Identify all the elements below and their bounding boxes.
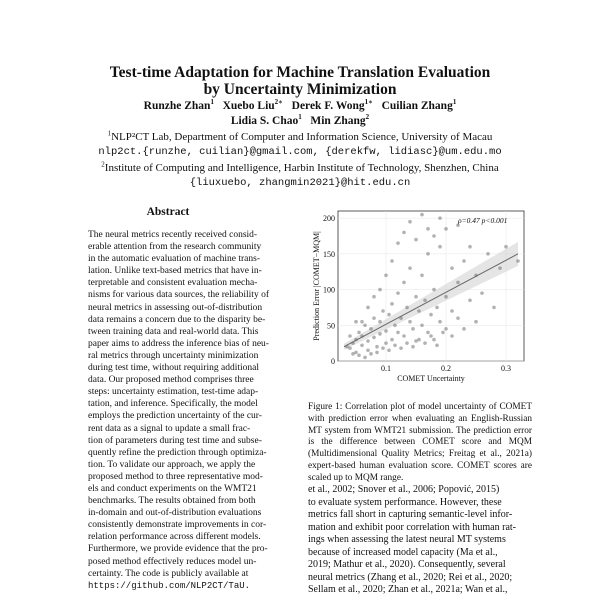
abstract-line: tion. To validate our approach, we apply the [88,459,256,470]
abstract-line: during test time, without requiring additional [88,363,259,374]
y-tick-labels [323,214,335,366]
y-axis-label: Prediction Error |COMET−MQM| [312,231,321,341]
scatter-point [384,341,388,345]
scatter-chart [310,205,530,385]
abstract-line: erable attention from the research community [88,242,262,253]
abstract-line: els and conduct experiments on the WMT21 [88,483,257,494]
paper-title [60,64,540,98]
author-sup: 2 [365,113,370,122]
body-line: because of increased model capacity (Ma et al., [308,546,498,558]
abstract-line: The neural metrics recently received consid- [88,230,258,240]
abstract-line: certainty. The code is publicly available at [88,568,249,579]
scatter-point [405,306,409,310]
affiliation-sup: 2 [101,160,105,169]
scatter-point [396,291,400,295]
author-list-line-1 [60,100,540,112]
scatter-point [402,231,406,235]
scatter-point [411,345,415,349]
scatter-point [363,356,367,360]
scatter-point [405,341,409,345]
scatter-point [366,339,370,343]
scatter-point [402,281,406,285]
y-tick-label: 50 [327,321,335,331]
abstract-line: relation performance across different models. [88,532,261,543]
body-line: ings when assessing the latest neural MT systems [308,534,506,545]
abstract-line: tion of parameters during test time and subse- [88,435,262,446]
abstract-line: steps: uncertainty estimation, test-time adap- [88,387,259,398]
scatter-point [498,266,502,270]
x-tick-label: 0.2 [441,364,451,373]
scatter-point [366,306,370,310]
scatter-point [375,351,379,355]
scatter-point [444,295,448,299]
abstract-line: in the automatic evaluation of machine trans- [88,254,260,265]
scatter-point [417,309,421,313]
correlation-annotation: ρ=0.47 p<0.001 [458,216,508,225]
scatter-point [456,281,460,285]
abstract-heading: Abstract [146,206,190,218]
scatter-point [450,266,454,270]
scatter-point [438,320,442,324]
scatter-point [438,216,442,220]
scatter-point [360,320,364,324]
body-line: et al., 2002; Snover et al., 2006; Popović, 2015) [308,484,500,495]
author-list-line-2 [60,115,540,127]
affiliation-sup: 1 [107,129,112,138]
scatter-point [378,332,382,336]
author-name: Cuilian Zhang [381,100,453,112]
scatter-point [360,343,364,347]
scatter-point [432,338,436,342]
scatter-point [378,288,382,292]
body-line: metrics fall short in capturing semantic-level infor- [308,509,513,520]
scatter-point [411,327,415,331]
author-sup: 1 [210,98,214,107]
scatter-point [429,313,433,317]
scatter-point [414,238,418,242]
title-line-2: by Uncertainty Minimization [203,81,397,98]
scatter-point [417,338,421,342]
scatter-point [354,320,358,324]
scatter-point [390,259,394,263]
figure-caption: Figure 1: Correlation plot of model uncertainty of COMET with prediction error when evaluating an English-Russian MT system from WMT21 submission. The prediction error is the difference between COMET score and MQM (Multidimensional Quality Metrics; Freitag et al., 2021a) expert-based human evaluation score. COMET scores are scaled up to MQM range. [308,402,532,483]
scatter-point [369,352,373,356]
scatter-point [408,320,412,324]
title-line-1: Test-time Adaptation for Machine Translation Evaluation [109,64,491,81]
author-name: Lidia S. Chao [230,115,299,127]
scatter-point [396,241,400,245]
scatter-point [435,306,439,310]
scatter-point [372,336,376,340]
author-name: Runzhe Zhan [143,100,211,112]
scatter-point [420,323,424,327]
scatter-point [357,353,361,357]
scatter-point [393,323,397,327]
scatter-point [351,352,355,356]
scatter-point [462,259,466,263]
body-line: Sellam et al., 2020; Zhan et al., 2021a; Wan et al., [308,584,508,595]
affiliation-2 [40,162,560,175]
scatter-point [438,245,442,249]
abstract-line: rent data as a signal to update a small frac- [88,423,251,434]
scatter-point [381,309,385,313]
scatter-point [444,327,448,331]
abstract-line: proposed method to three representative mod- [88,471,263,482]
body-line: mation and exhibit poor correlation with human rat- [308,521,516,533]
scatter-point [387,313,391,317]
scatter-point [414,295,418,299]
scatter-point [390,302,394,306]
scatter-point [348,334,352,338]
code-link[interactable]: https://github.com/NLP2CT/TaU. [88,580,251,591]
scatter-point [462,327,466,331]
abstract-line: paper aims to address the inference bias of neu- [88,338,269,349]
abstract-line: tation, and inference. Specifically, the model [88,399,258,410]
abstract-line: Furthermore, we provide evidence that the pro- [88,544,268,555]
scatter-point [408,266,412,270]
scatter-point [408,220,412,224]
abstract-line: in-domain and out-of-distribution evaluations [88,508,262,519]
scatter-point [387,348,391,352]
x-tick-label: 0.3 [501,364,511,373]
scatter-point [426,252,430,256]
abstract-text [88,229,278,592]
abstract-line: lation. Unlike text-based metrics that have in- [88,266,262,277]
author-name: Min Zhang [310,115,366,127]
scatter-point [450,309,454,313]
scatter-point [420,273,424,277]
author-sup: 2∗ [274,98,284,107]
scatter-point [366,348,370,352]
y-tick-label: 200 [323,214,335,224]
abstract-line: ral metrics through uncertainty minimization [88,350,259,361]
scatter-point [429,334,433,338]
author-name: Xuebo Liu [222,100,275,112]
scatter-point [441,331,445,335]
scatter-point [456,316,460,320]
scatter-point [492,306,496,310]
affiliation-1-email: nlp2ct.{runzhe, cuilian}@gmail.com, {derekfw, lidiasc}@um.edu.mo [98,146,502,158]
y-tick-label: 150 [323,249,335,259]
scatter-point [378,320,382,324]
scatter-point [444,227,448,231]
affiliation-text: Institute of Computing and Intelligence, Harbin Institute of Technology, Shenzhen, China [104,162,499,174]
abstract-line: terpretable and consistent evaluation mecha- [88,278,258,289]
scatter-point [432,288,436,292]
scatter-point [384,329,388,333]
affiliation-text: NLP²CT Lab, Department of Computer and Information Science, University of Macau [111,131,493,143]
abstract-line: posed method effectively reduces model un- [88,556,257,567]
scatter-point [516,259,520,263]
scatter-point [372,295,376,299]
abstract-line: quently refine the prediction through optimiza- [88,447,267,458]
scatter-point [426,227,430,231]
scatter-point [435,343,439,347]
abstract-line: consistently demonstrate improvements in cor- [88,520,267,531]
scatter-point [384,273,388,277]
scatter-point [423,298,427,302]
scatter-point [504,245,508,249]
x-tick-label: 0.1 [381,364,391,373]
scatter-point [357,331,361,335]
abstract-line: neural metrics in assessing out-of-distribution [88,302,263,313]
abstract-line: benchmarks. The results obtained from both [88,496,256,507]
scatter-point [468,298,472,302]
scatter-point [420,213,424,217]
scatter-point [369,327,373,331]
scatter-point [450,334,454,338]
body-line: to evaluate system performance. However, these [308,496,502,508]
scatter-point [423,341,427,345]
scatter-point [390,338,394,342]
x-axis-label: COMET Uncertainty [397,374,465,383]
abstract-line: employs the prediction uncertainty of the cur- [88,411,262,422]
author-sup: 1 [298,113,302,122]
body-line: 2019; Mathur et al., 2020). Consequently, several [308,559,506,570]
scatter-point [402,334,406,338]
author-name: Derek F. Wong [291,100,365,112]
body-line: neural metrics (Zhang et al., 2020; Rei et al., 2020; [308,571,513,583]
scatter-point [426,331,430,335]
abstract-line: tween training data and real-world data. This [88,326,259,337]
scatter-point [468,245,472,249]
scatter-point [396,331,400,335]
scatter-point [363,323,367,327]
body-text [308,484,533,597]
affiliation-2-email: {liuxuebo, zhangmin2021}@hit.edu.cn [189,177,411,189]
scatter-point [486,252,490,256]
scatter-point [381,346,385,350]
scatter-point [393,343,397,347]
abstract-line: nisms for various data sources, the reliability of [88,290,269,301]
abstract-line: data. Our proposed method comprises three [88,375,254,386]
scatter-point [399,346,403,350]
y-tick-label: 0 [331,357,335,366]
affiliation-1 [40,131,560,144]
scatter-point [474,320,478,324]
scatter-point [372,316,376,320]
scatter-point [375,345,379,349]
y-tick-label: 100 [323,285,335,295]
scatter-point [432,234,436,238]
author-sup: 1∗ [364,98,373,107]
x-tick-labels [381,364,511,373]
author-sup: 1 [452,98,457,107]
scatter-point [480,291,484,295]
abstract-line: data remains a concern due to the disparity be- [88,314,266,325]
